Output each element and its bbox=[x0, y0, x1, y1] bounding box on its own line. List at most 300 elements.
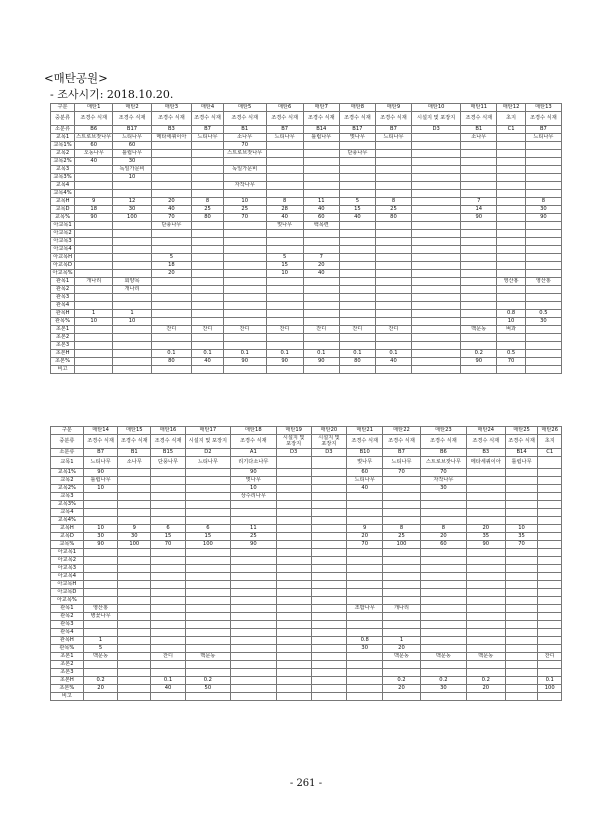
table-row bbox=[51, 581, 562, 589]
table-cell bbox=[118, 685, 151, 693]
table-cell bbox=[303, 190, 339, 198]
table-cell: 영산홍 bbox=[83, 605, 118, 613]
row-label: 관목2 bbox=[51, 286, 75, 294]
table-cell: 1 bbox=[75, 310, 113, 318]
table-cell: 잔디 bbox=[151, 653, 186, 661]
table-cell: 40 bbox=[266, 214, 303, 222]
table-cell bbox=[383, 557, 421, 565]
table-cell: 80 bbox=[192, 214, 224, 222]
table-cell: 벼과 bbox=[497, 326, 525, 334]
table-cell bbox=[412, 350, 461, 358]
table-cell bbox=[113, 246, 151, 254]
column-header: 매탄18 bbox=[230, 427, 276, 435]
table-cell bbox=[412, 334, 461, 342]
table-cell bbox=[151, 302, 191, 310]
column-header: 매탄16 bbox=[151, 427, 186, 435]
table-row bbox=[51, 166, 562, 174]
row-label: 아교목2 bbox=[51, 557, 84, 565]
table-cell bbox=[192, 142, 224, 150]
table-cell bbox=[303, 230, 339, 238]
table-cell bbox=[461, 166, 497, 174]
table-cell bbox=[375, 190, 411, 198]
table-cell bbox=[497, 238, 525, 246]
table-cell bbox=[497, 150, 525, 158]
table-cell bbox=[375, 262, 411, 270]
table-cell: 90 bbox=[230, 469, 276, 477]
table-cell: 90 bbox=[461, 358, 497, 366]
table-cell bbox=[461, 270, 497, 278]
table-cell bbox=[505, 493, 538, 501]
table-cell bbox=[151, 342, 191, 350]
table-cell bbox=[151, 645, 186, 653]
table-cell bbox=[375, 302, 411, 310]
table-cell bbox=[75, 286, 113, 294]
table-cell: B14 bbox=[505, 449, 538, 457]
table-cell: 잔디 bbox=[223, 326, 266, 334]
table-cell bbox=[347, 549, 383, 557]
table-cell: D2 bbox=[185, 449, 230, 457]
table-cell bbox=[75, 342, 113, 350]
table-cell bbox=[230, 693, 276, 701]
table-cell: 20 bbox=[383, 645, 421, 653]
table-cell bbox=[461, 254, 497, 262]
table-cell: 0.2 bbox=[461, 350, 497, 358]
table-cell bbox=[303, 302, 339, 310]
table-cell bbox=[505, 581, 538, 589]
table-cell bbox=[118, 589, 151, 597]
table-cell bbox=[223, 294, 266, 302]
table-cell: 벚나무 bbox=[266, 222, 303, 230]
table-cell bbox=[276, 685, 311, 693]
table-cell bbox=[185, 509, 230, 517]
table-cell: 20 bbox=[83, 685, 118, 693]
table-cell bbox=[412, 270, 461, 278]
table-cell bbox=[466, 589, 505, 597]
row-label: 교목D bbox=[51, 533, 84, 541]
row-label: 교목H bbox=[51, 525, 84, 533]
table-cell: 1 bbox=[113, 310, 151, 318]
table-cell: 20 bbox=[383, 685, 421, 693]
table-cell bbox=[497, 366, 525, 374]
table-cell bbox=[538, 637, 562, 645]
table-cell bbox=[75, 246, 113, 254]
table-cell: 100 bbox=[185, 541, 230, 549]
row-label: 관목% bbox=[51, 645, 84, 653]
table-cell: 6 bbox=[151, 525, 186, 533]
table-cell: 15 bbox=[266, 262, 303, 270]
table-row bbox=[51, 613, 562, 621]
table-cell bbox=[151, 182, 191, 190]
row-label: 교목2% bbox=[51, 158, 75, 166]
table-cell bbox=[303, 294, 339, 302]
table-cell bbox=[339, 286, 375, 294]
table-cell bbox=[420, 581, 466, 589]
row-label: 관목3 bbox=[51, 621, 84, 629]
table-cell bbox=[466, 485, 505, 493]
table-cell bbox=[412, 174, 461, 182]
table-cell: 느티나무 bbox=[375, 134, 411, 142]
table-cell bbox=[311, 541, 347, 549]
table-cell bbox=[497, 174, 525, 182]
table-cell: 독일가문비 bbox=[113, 166, 151, 174]
table-cell bbox=[113, 358, 151, 366]
table-cell bbox=[420, 597, 466, 605]
table-cell bbox=[303, 142, 339, 150]
table-cell bbox=[192, 150, 224, 158]
table-cell bbox=[461, 342, 497, 350]
table-row bbox=[51, 669, 562, 677]
table-cell bbox=[347, 509, 383, 517]
table-cell bbox=[347, 685, 383, 693]
table-cell bbox=[538, 597, 562, 605]
table-cell bbox=[383, 565, 421, 573]
table-cell bbox=[192, 286, 224, 294]
table-cell: 10 bbox=[230, 485, 276, 493]
table-cell: 소나무 bbox=[118, 457, 151, 469]
table-cell: 백목련 bbox=[303, 222, 339, 230]
table-cell bbox=[266, 166, 303, 174]
table-cell bbox=[230, 549, 276, 557]
table-cell: 30 bbox=[83, 533, 118, 541]
table-cell bbox=[339, 174, 375, 182]
table-cell: 100 bbox=[538, 685, 562, 693]
table-row bbox=[51, 222, 562, 230]
table-cell bbox=[118, 565, 151, 573]
table-cell bbox=[505, 557, 538, 565]
row-label: 비고 bbox=[51, 693, 84, 701]
table-cell bbox=[339, 238, 375, 246]
table-cell: 스트로브잣나무 bbox=[76, 133, 112, 140]
table-cell bbox=[466, 621, 505, 629]
table-cell bbox=[383, 621, 421, 629]
table-cell bbox=[118, 645, 151, 653]
table-row bbox=[51, 174, 562, 182]
table-cell bbox=[311, 549, 347, 557]
table-cell: 벚나무 bbox=[230, 477, 276, 485]
table-cell bbox=[151, 549, 186, 557]
table-cell bbox=[266, 294, 303, 302]
table-cell bbox=[339, 342, 375, 350]
table-cell bbox=[505, 613, 538, 621]
table-cell bbox=[505, 645, 538, 653]
table-cell bbox=[505, 565, 538, 573]
table-cell bbox=[497, 166, 525, 174]
table-cell bbox=[347, 573, 383, 581]
table-cell bbox=[505, 669, 538, 677]
table-cell bbox=[266, 150, 303, 158]
table-cell: 10 bbox=[505, 525, 538, 533]
table-cell: 25 bbox=[230, 533, 276, 541]
table-cell bbox=[383, 693, 421, 701]
table-cell bbox=[375, 182, 411, 190]
table-cell bbox=[339, 142, 375, 150]
row-label: 구분 bbox=[51, 427, 84, 435]
table-cell bbox=[461, 174, 497, 182]
row-label: 아교목1 bbox=[51, 549, 84, 557]
table-cell bbox=[375, 310, 411, 318]
table-cell bbox=[113, 334, 151, 342]
table-cell bbox=[412, 254, 461, 262]
table-cell bbox=[466, 549, 505, 557]
table-cell bbox=[151, 334, 191, 342]
table-cell bbox=[151, 613, 186, 621]
table-cell bbox=[303, 246, 339, 254]
table-cell: 조경수 식재 bbox=[151, 435, 186, 449]
table-cell bbox=[339, 294, 375, 302]
table-cell bbox=[525, 358, 561, 366]
table-cell bbox=[83, 669, 118, 677]
table-cell bbox=[223, 254, 266, 262]
table-cell: 18 bbox=[151, 262, 191, 270]
table-cell bbox=[185, 581, 230, 589]
table-cell bbox=[420, 693, 466, 701]
table-cell bbox=[303, 366, 339, 374]
table-cell bbox=[113, 182, 151, 190]
table-cell bbox=[497, 334, 525, 342]
table-cell bbox=[311, 457, 347, 469]
table-cell bbox=[75, 302, 113, 310]
table-cell: 틀립나무 bbox=[303, 134, 339, 142]
table-cell: 70 bbox=[223, 214, 266, 222]
table-row bbox=[51, 214, 562, 222]
row-label: 아교목3 bbox=[51, 565, 84, 573]
table-cell bbox=[347, 613, 383, 621]
table-cell: 조경수 식재 bbox=[266, 112, 303, 126]
table-cell bbox=[311, 485, 347, 493]
table-row bbox=[51, 286, 562, 294]
table-cell bbox=[223, 230, 266, 238]
table-cell: 초지 bbox=[497, 112, 525, 126]
table-cell bbox=[192, 238, 224, 246]
table-cell: 5 bbox=[83, 645, 118, 653]
table-row bbox=[51, 342, 562, 350]
table-cell bbox=[118, 517, 151, 525]
table-row bbox=[51, 134, 562, 142]
table-cell: 조경수 식재 bbox=[83, 435, 118, 449]
table-cell bbox=[525, 302, 561, 310]
table-cell: 90 bbox=[83, 541, 118, 549]
table-cell bbox=[466, 605, 505, 613]
table-cell: 25 bbox=[383, 533, 421, 541]
table-cell: 1 bbox=[383, 637, 421, 645]
table-cell bbox=[311, 581, 347, 589]
table-row bbox=[51, 509, 562, 517]
table-cell bbox=[412, 214, 461, 222]
table-cell: 0.5 bbox=[525, 310, 561, 318]
table-cell: 시설지 및 포장지 bbox=[276, 435, 311, 449]
table-cell: 10 bbox=[113, 174, 151, 182]
row-label: 교목3 bbox=[51, 493, 84, 501]
table-cell bbox=[525, 246, 561, 254]
table-cell bbox=[276, 637, 311, 645]
table-cell: A1 bbox=[230, 449, 276, 457]
table-cell bbox=[75, 254, 113, 262]
table-cell: 11 bbox=[230, 525, 276, 533]
table-cell: 느티나무 bbox=[192, 134, 224, 142]
table-cell: 10 bbox=[266, 270, 303, 278]
table-cell bbox=[83, 549, 118, 557]
row-label: 초본3 bbox=[51, 342, 75, 350]
table-cell: 30 bbox=[113, 206, 151, 214]
table-cell bbox=[192, 166, 224, 174]
table-cell bbox=[538, 457, 562, 469]
table-cell bbox=[223, 222, 266, 230]
table-cell bbox=[339, 262, 375, 270]
table-cell bbox=[230, 677, 276, 685]
table-row bbox=[51, 637, 562, 645]
table-cell: 40 bbox=[347, 485, 383, 493]
table-cell: 14 bbox=[461, 206, 497, 214]
table-cell bbox=[311, 653, 347, 661]
table-cell: 70 bbox=[497, 358, 525, 366]
table-cell bbox=[497, 142, 525, 150]
table-cell: 조경수 식재 bbox=[461, 112, 497, 126]
table-cell bbox=[525, 238, 561, 246]
column-header: 매탄1 bbox=[75, 104, 113, 112]
table-cell: 조경수 식재 bbox=[230, 435, 276, 449]
table-cell bbox=[461, 278, 497, 286]
table-cell bbox=[311, 533, 347, 541]
table-cell bbox=[185, 469, 230, 477]
column-header: 매탄11 bbox=[461, 104, 497, 112]
table-cell: 잔디 bbox=[192, 326, 224, 334]
table-cell: 느티나무 bbox=[185, 457, 230, 469]
table-cell: 개나리 bbox=[383, 605, 421, 613]
table-cell bbox=[118, 557, 151, 565]
table-cell bbox=[276, 469, 311, 477]
table-cell: 25 bbox=[192, 206, 224, 214]
table-cell bbox=[311, 525, 347, 533]
table-cell bbox=[339, 270, 375, 278]
table-row bbox=[51, 366, 562, 374]
table-cell bbox=[192, 310, 224, 318]
table-cell bbox=[339, 230, 375, 238]
table-row bbox=[51, 182, 562, 190]
table-row bbox=[51, 350, 562, 358]
table-cell: 0.1 bbox=[538, 677, 562, 685]
table-cell bbox=[151, 286, 191, 294]
table-row bbox=[51, 693, 562, 701]
column-header: 매탄25 bbox=[505, 427, 538, 435]
table-cell: B17 bbox=[339, 126, 375, 134]
table-cell: 40 bbox=[375, 358, 411, 366]
table-cell bbox=[311, 637, 347, 645]
row-label: 비고 bbox=[51, 366, 75, 374]
table-cell bbox=[383, 517, 421, 525]
table-cell: 90 bbox=[266, 358, 303, 366]
table-cell: 100 bbox=[113, 214, 151, 222]
table-cell bbox=[83, 693, 118, 701]
table-cell bbox=[311, 605, 347, 613]
table-cell: D3 bbox=[311, 449, 347, 457]
table-cell bbox=[83, 573, 118, 581]
table-cell bbox=[118, 661, 151, 669]
table-cell: 틀립나무 bbox=[505, 457, 538, 469]
table-cell: 5 bbox=[266, 254, 303, 262]
table-cell bbox=[466, 613, 505, 621]
table-cell bbox=[420, 573, 466, 581]
table-cell bbox=[311, 621, 347, 629]
table-cell bbox=[83, 565, 118, 573]
table-cell bbox=[525, 150, 561, 158]
table-cell bbox=[538, 549, 562, 557]
table-cell bbox=[185, 549, 230, 557]
table-cell bbox=[461, 222, 497, 230]
column-header: 매탄23 bbox=[420, 427, 466, 435]
table-cell bbox=[113, 270, 151, 278]
table-cell bbox=[276, 669, 311, 677]
table-cell: 9 bbox=[75, 198, 113, 206]
table-cell: 100 bbox=[118, 541, 151, 549]
table-cell bbox=[466, 645, 505, 653]
table-cell bbox=[505, 629, 538, 637]
table-cell bbox=[113, 302, 151, 310]
row-label: 교목4 bbox=[51, 182, 75, 190]
table-cell: 100 bbox=[383, 541, 421, 549]
table-cell bbox=[375, 278, 411, 286]
table-cell bbox=[339, 334, 375, 342]
table-row bbox=[51, 653, 562, 661]
table-cell bbox=[276, 621, 311, 629]
table-cell bbox=[347, 621, 383, 629]
row-label: 소분류 bbox=[51, 126, 75, 134]
table-row bbox=[51, 677, 562, 685]
table-cell: 잔디 bbox=[538, 653, 562, 661]
table-cell bbox=[412, 286, 461, 294]
table-cell: 조경수 식재 bbox=[151, 112, 191, 126]
table-cell bbox=[466, 637, 505, 645]
table-cell bbox=[75, 350, 113, 358]
table-cell bbox=[538, 645, 562, 653]
column-header: 매탄9 bbox=[375, 104, 411, 112]
table-cell bbox=[538, 605, 562, 613]
column-header: 매탄26 bbox=[538, 427, 562, 435]
table-cell: 독일가문비 bbox=[223, 166, 266, 174]
table-cell bbox=[420, 613, 466, 621]
table-cell: 5 bbox=[151, 254, 191, 262]
table-cell bbox=[420, 661, 466, 669]
table-cell bbox=[276, 653, 311, 661]
table-cell bbox=[347, 669, 383, 677]
table-cell bbox=[505, 685, 538, 693]
table-row bbox=[51, 485, 562, 493]
table-cell: 10 bbox=[497, 318, 525, 326]
row-label: 구분 bbox=[51, 104, 75, 112]
table-cell: 0.1 bbox=[151, 677, 186, 685]
table-cell: 느티나무 bbox=[383, 457, 421, 469]
table-cell: D3 bbox=[412, 126, 461, 134]
table-cell bbox=[192, 270, 224, 278]
table-cell bbox=[497, 158, 525, 166]
table-cell: 18 bbox=[75, 206, 113, 214]
table-row bbox=[51, 557, 562, 565]
table-cell: 7 bbox=[461, 198, 497, 206]
table-cell bbox=[151, 477, 186, 485]
table-cell bbox=[311, 661, 347, 669]
table-cell bbox=[266, 246, 303, 254]
table-cell bbox=[151, 278, 191, 286]
table-cell bbox=[230, 685, 276, 693]
table-row bbox=[51, 150, 562, 158]
table-cell bbox=[75, 182, 113, 190]
table-row bbox=[51, 230, 562, 238]
table-cell: 개나리 bbox=[75, 278, 113, 286]
table-cell bbox=[266, 174, 303, 182]
table-cell bbox=[505, 469, 538, 477]
table-cell bbox=[466, 469, 505, 477]
table-cell bbox=[466, 597, 505, 605]
table-cell: 0.5 bbox=[497, 350, 525, 358]
